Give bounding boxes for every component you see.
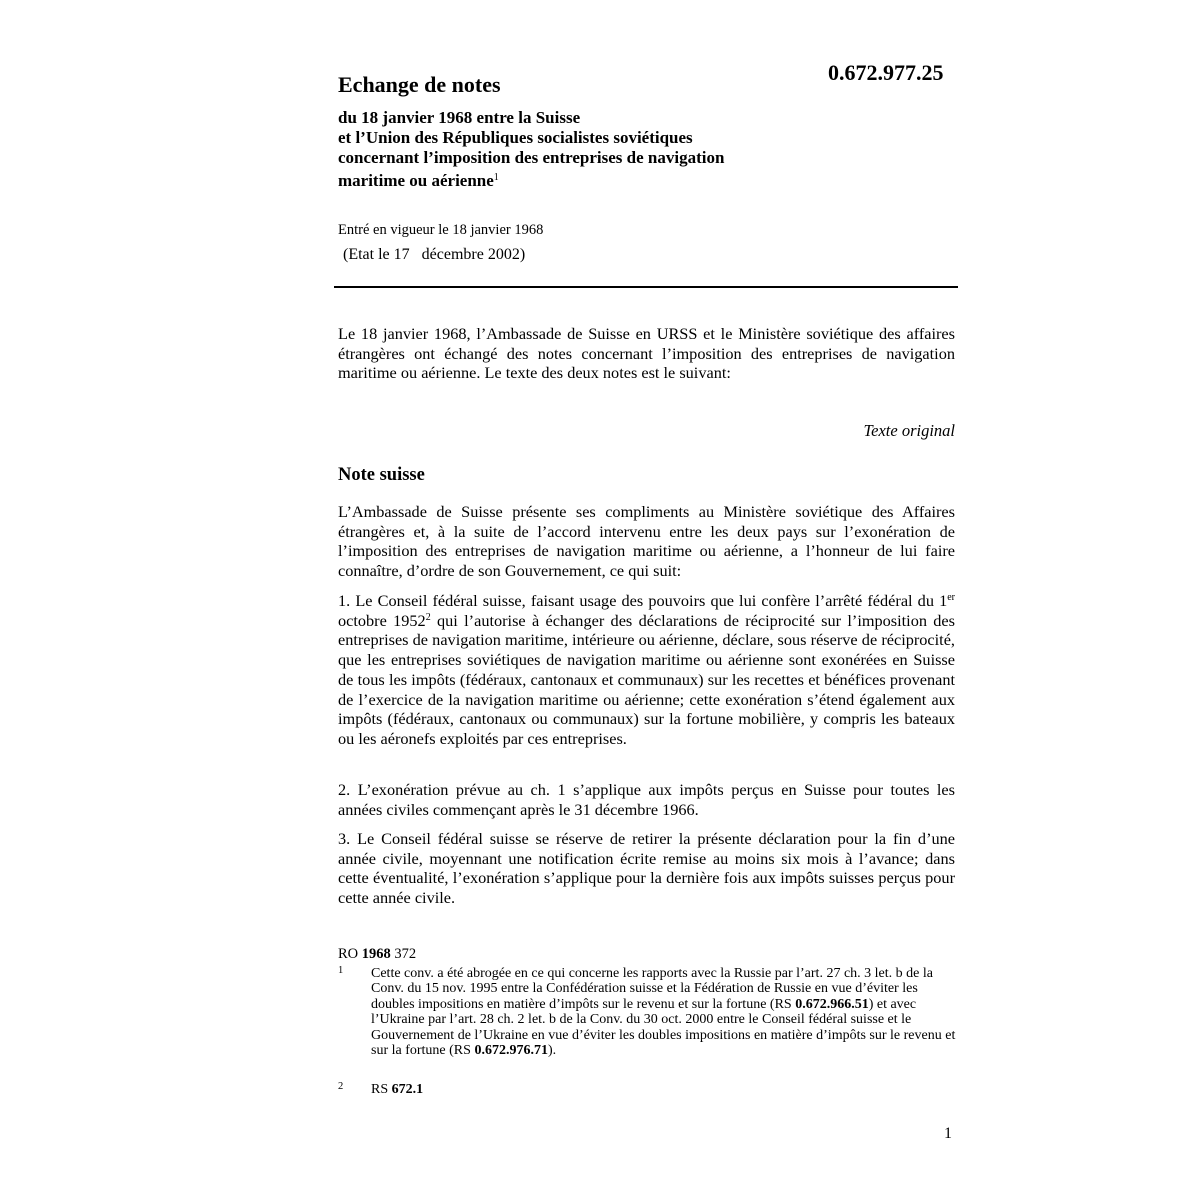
footnote-number: 2: [338, 1081, 344, 1092]
document-subtitle: [338, 108, 858, 191]
footnote-text: [371, 1082, 958, 1097]
ro-year: 1968: [361, 946, 391, 962]
note-suisse-heading: Note suisse: [338, 465, 425, 485]
note-intro-paragraph: L’Ambassade de Suisse présente ses compliments au Ministère soviétique des Affaires étrangères et, à la suite de l’accord intervenu entre les deux pays sur l’exonération de l’imposition des entreprises de navigation maritime ou aérienne, a l’honneur de lui faire connaître, d’ordre de son Gouvernement, ce qui suit:: [338, 502, 955, 581]
document-number: 0.672.977.25: [828, 60, 944, 85]
page-number: 1: [944, 1125, 952, 1142]
item-1-text: qui l’autorise à échanger des déclarations de réciprocité sur l’imposition des entreprises de navigation maritime, intérieure ou aérienne, déclare, sous réserve de réciprocité, que les entreprises soviétiques de navigation maritime ou aérienne sont exonérées en Suisse de tous les impôts (fédéraux, cantonaux et communaux) sur les recettes et bénéfices provenant de l’exercice de la navigation maritime ou aérienne; cette exonération s’étend également aux impôts (fédéraux, cantonaux ou communaux) sur la fortune mobilière, y compris les bateaux ou les aéronefs exploités par ces entreprises.: [338, 610, 955, 748]
footnote-1: [338, 966, 958, 1058]
footnote-2: [338, 1082, 958, 1097]
article-item-2: 2. L’exonération prévue au ch. 1 s’applique aux impôts perçus en Suisse pour toutes les années civiles commençant après le 31 décembre 1966.: [338, 780, 955, 819]
footnote-text-part: ) et avec l’Ukraine par l’art. 28 ch. 2 let. b de la Conv. du 30 oct. 2000 entre le Conseil fédéral suisse et le Gouvernement de l’Ukraine en vue d’éviter les doubles impositions en matière d’impôts sur le revenu et sur la fortune (RS: [371, 996, 956, 1059]
footnote-ref-1[interactable]: 1: [493, 172, 499, 183]
ro-prefix: RO: [338, 946, 362, 962]
footnote-text-part: RS: [371, 1082, 392, 1097]
ro-page: 372: [390, 946, 417, 962]
entry-into-force: Entré en vigueur le 18 janvier 1968: [338, 222, 544, 238]
official-collection-reference: [338, 946, 416, 963]
rs-reference-link[interactable]: 0.672.976.71: [474, 1043, 548, 1059]
subtitle-line: et l’Union des Républiques socialistes soviétiques: [338, 128, 693, 147]
subtitle-line: du 18 janvier 1968 entre la Suisse: [338, 108, 581, 127]
footnote-ref-2[interactable]: 2: [425, 611, 431, 623]
item-1-text: 1. Le Conseil fédéral suisse, faisant usage des pouvoirs que lui confère l’arrêté fédéral du 1: [338, 591, 948, 610]
intro-paragraph: Le 18 janvier 1968, l’Ambassade de Suisse en URSS et le Ministère soviétique des affaires étrangères ont échangé des notes concernant l’imposition des entreprises de navigation maritime ou aérienne. Le texte des deux notes est le suivant:: [338, 324, 955, 383]
article-item-1: [338, 591, 955, 749]
texte-original-label: Texte original: [863, 421, 955, 440]
article-item-3: 3. Le Conseil fédéral suisse se réserve de retirer la présente déclaration pour la fin d’une année civile, moyennant une notification écrite remise au moins six mois à l’avance; dans cette éventualité, l’exonération s’applique pour la dernière fois aux impôts suisses perçus pour cette année civile.: [338, 829, 955, 908]
rs-reference-link[interactable]: 672.1: [391, 1082, 424, 1097]
ordinal-superscript: er: [947, 592, 955, 603]
subtitle-line: [338, 168, 858, 191]
footnote-text: [371, 966, 958, 1058]
subtitle-line: concernant l’imposition des entreprises de navigation: [338, 148, 725, 167]
item-1-text: octobre 1952: [338, 610, 426, 630]
subtitle-line-text: maritime ou aérienne: [338, 171, 494, 190]
rs-reference-link[interactable]: 0.672.966.51: [795, 996, 869, 1012]
header-divider: [334, 286, 958, 288]
footnote-text-part: ).: [547, 1043, 557, 1059]
footnote-text-part: Cette conv. a été abrogée en ce qui concerne les rapports avec la Russie par l’art. 27 ch. 3 let. b de la Conv. du 15 nov. 1995 entre la Confédération suisse et la Fédération de Russie en vue d’éviter les doubles impositions en matière d’impôts sur le revenu et sur la fortune (RS: [371, 966, 933, 1012]
document-title: Echange de notes: [338, 72, 501, 97]
state-date: (Etat le 17 décembre 2002): [343, 246, 526, 263]
footnote-number: 1: [338, 965, 344, 976]
